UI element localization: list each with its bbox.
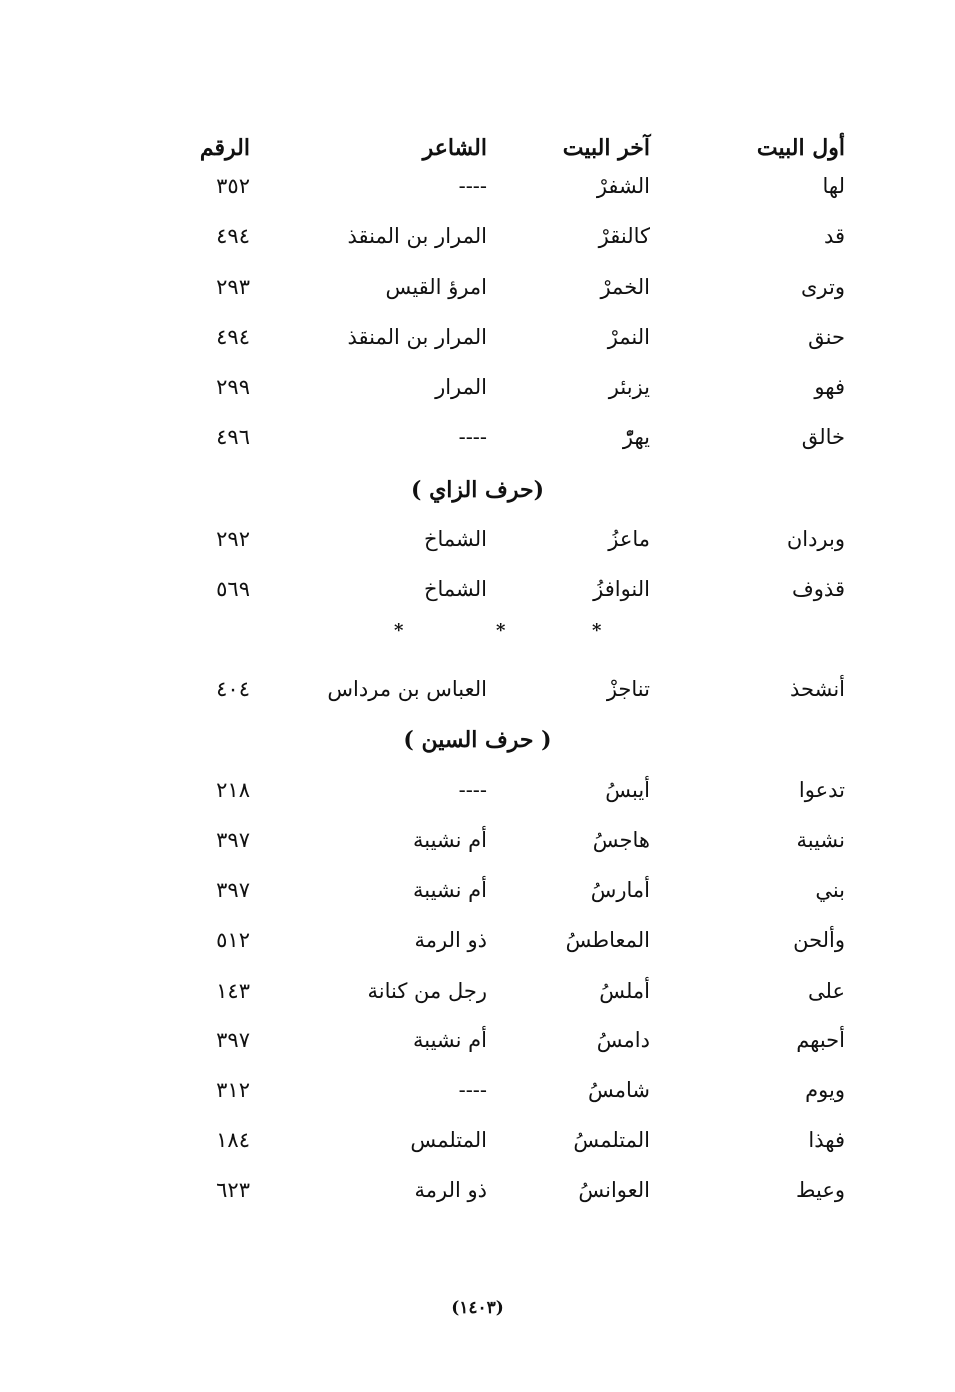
header-first-verse: أول البيت — [756, 135, 845, 161]
first-verse: حنق — [808, 325, 845, 349]
number: ١٤٣ — [216, 979, 250, 1003]
header-number: الرقم — [199, 135, 250, 161]
number: ٢٩٩ — [216, 375, 250, 399]
table-row — [0, 1120, 955, 1160]
number: ٣٩٧ — [216, 878, 250, 902]
table-row — [0, 1170, 955, 1210]
asterisk: * — [592, 620, 602, 641]
last-verse: شامسُ — [587, 1078, 650, 1102]
poet: ذو الرمة — [414, 1178, 487, 1202]
first-verse: وعيط — [796, 1178, 845, 1202]
table-row — [0, 519, 955, 559]
first-verse: قد — [823, 224, 845, 248]
section-heading-zay: (حرف الزاي ) — [411, 477, 544, 503]
poet: الشماخ — [423, 527, 487, 551]
poet: ذو الرمة — [414, 928, 487, 952]
poet: ---- — [458, 174, 487, 198]
poet: المرار — [435, 375, 487, 399]
last-verse: أيبسُ — [605, 778, 650, 802]
poet: ---- — [458, 425, 487, 449]
asterisk-separator — [0, 620, 955, 650]
number: ٢٩٢ — [216, 527, 250, 551]
number: ٣٥٢ — [216, 174, 250, 198]
poet: المرار بن المنقذ — [347, 224, 487, 248]
poet: ---- — [458, 778, 487, 802]
number: ٤٩٤ — [216, 224, 250, 248]
table-row — [0, 920, 955, 960]
poet: المرار بن المنقذ — [347, 325, 487, 349]
first-verse: فهو — [814, 375, 845, 399]
first-verse: بني — [815, 878, 845, 902]
last-verse: العوانسُ — [578, 1178, 650, 1202]
asterisk: * — [394, 620, 404, 641]
poet: أم نشيبة — [412, 828, 487, 852]
poet: العباس بن مرداس — [327, 677, 487, 701]
last-verse: كالنقرْ — [598, 224, 650, 248]
table-row — [0, 267, 955, 307]
first-verse: تدعوا — [798, 778, 845, 802]
last-verse: النمرْ — [607, 325, 650, 349]
table-row — [0, 820, 955, 860]
first-verse: خالق — [801, 425, 845, 449]
table-row — [0, 166, 955, 206]
poet: أم نشيبة — [412, 1028, 487, 1052]
number: ٣٩٧ — [216, 828, 250, 852]
first-verse: وبردان — [786, 527, 845, 551]
table-row — [0, 1070, 955, 1110]
last-verse: يهرّْ — [622, 425, 650, 449]
poet: المتلمس — [410, 1128, 487, 1152]
first-verse: أحبهم — [796, 1028, 845, 1052]
poet: الشماخ — [423, 577, 487, 601]
first-verse: أنشحذ — [790, 677, 845, 701]
table-row — [0, 417, 955, 457]
poet: ---- — [458, 1078, 487, 1102]
poet: رجل من كنانة — [367, 979, 487, 1003]
section-heading-seen: ( حرف السين ) — [403, 727, 552, 753]
table-row — [0, 669, 955, 709]
last-verse: دامسُ — [596, 1028, 650, 1052]
last-verse: الشفرْ — [596, 174, 650, 198]
header-poet: الشاعر — [422, 135, 487, 161]
poet: أم نشيبة — [412, 878, 487, 902]
number: ٢١٨ — [216, 778, 250, 802]
number: ٣٩٧ — [216, 1028, 250, 1052]
first-verse: على — [808, 979, 845, 1003]
number: ٥٦٩ — [216, 577, 250, 601]
header-last-verse: آخر البيت — [562, 135, 650, 161]
first-verse: قذوف — [792, 577, 845, 601]
last-verse: النوافزُ — [593, 577, 650, 601]
last-verse: أملسُ — [599, 979, 650, 1003]
table-row — [0, 1020, 955, 1060]
last-verse: المتلمسُ — [573, 1128, 650, 1152]
table-header — [0, 128, 955, 168]
number: ٦٢٣ — [216, 1178, 250, 1202]
first-verse: وألحن — [793, 928, 845, 952]
number: ٤٩٦ — [216, 425, 250, 449]
number: ٤٠٤ — [216, 677, 250, 701]
last-verse: تناجزْ — [606, 677, 650, 701]
table-row — [0, 971, 955, 1011]
first-verse: فهذا — [808, 1128, 845, 1152]
asterisk: * — [496, 620, 506, 641]
last-verse: ماعزُ — [608, 527, 650, 551]
first-verse: لها — [822, 174, 845, 198]
number: ٥١٢ — [216, 928, 250, 952]
table-row — [0, 870, 955, 910]
table-row — [0, 317, 955, 357]
number: ٤٩٤ — [216, 325, 250, 349]
first-verse: نشيبة — [796, 828, 845, 852]
number: ٣١٢ — [216, 1078, 250, 1102]
last-verse: الخمرْ — [600, 275, 650, 299]
table-row — [0, 770, 955, 810]
last-verse: هاجسُ — [592, 828, 650, 852]
number: ٢٩٣ — [216, 275, 250, 299]
first-verse: وترى — [800, 275, 845, 299]
page-number: (١٤٠٣) — [451, 1298, 504, 1318]
table-row — [0, 367, 955, 407]
last-verse: أمارسُ — [590, 878, 650, 902]
table-row — [0, 216, 955, 256]
first-verse: ويوم — [805, 1078, 845, 1102]
table-row — [0, 569, 955, 609]
number: ١٨٤ — [216, 1128, 250, 1152]
last-verse: المعاطسُ — [565, 928, 650, 952]
last-verse: يزبئر — [608, 375, 650, 399]
poet: امرؤ القيس — [385, 275, 487, 299]
